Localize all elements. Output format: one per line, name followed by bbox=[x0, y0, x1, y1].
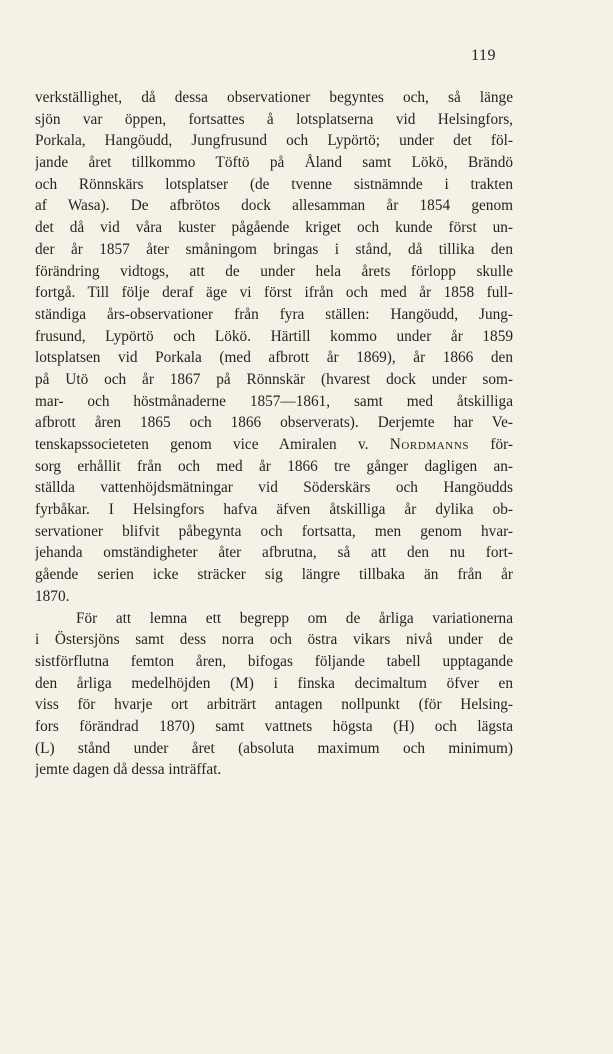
text-line: 1870. bbox=[35, 587, 70, 605]
text-line: För att lemna ett begrepp om de årliga variationerna bbox=[76, 609, 513, 627]
text-line: viss för hvarje ort arbiträrt antagen nollpunkt (för Helsing- bbox=[35, 696, 513, 714]
text-line: frusund, Lypörtö och Lökö. Härtill kommo under år 1859 bbox=[35, 327, 513, 345]
text-line: jande året tillkommo Töftö på Åland samt Lökö, Brändö bbox=[35, 154, 513, 172]
text-fragment: för- bbox=[490, 436, 513, 453]
paragraph-2 bbox=[35, 608, 513, 782]
text-line: på Utö och år 1867 på Rönnskär (hvarest dock under som- bbox=[35, 370, 513, 388]
text-line: lotsplatsen vid Porkala (med afbrott år 1869), år 1866 den bbox=[35, 349, 513, 367]
text-line: af Wasa). De afbrötos dock allesamman år 1854 genom bbox=[35, 197, 513, 215]
text-line: jehanda omständigheter åter afbrutna, så att den nu fort- bbox=[35, 544, 513, 562]
text-line: servationer blifvit påbegynta och fortsatta, men genom hvar- bbox=[35, 522, 513, 540]
paragraph-1 bbox=[35, 87, 513, 608]
text-line: det då vid våra kuster pågående kriget och kunde först un- bbox=[35, 219, 513, 237]
text-line: Porkala, Hangöudd, Jungfrusund och Lypörtö; under det föl- bbox=[35, 132, 513, 150]
text-line: ständiga års-observationer från fyra ställen: Hangöudd, Jung- bbox=[35, 305, 513, 323]
text-line: och Rönnskärs lotsplatser (de tvenne sistnämnde i trakten bbox=[35, 175, 513, 193]
text-line: sistförflutna femton åren, bifogas följande tabell upptagande bbox=[35, 652, 513, 670]
text-line: (L) stånd under året (absoluta maximum och minimum) bbox=[35, 739, 513, 757]
text-line: afbrott åren 1865 och 1866 observerats). Derjemte har Ve- bbox=[35, 414, 513, 432]
text-line: förändring vidtogs, att de under hela årets förlopp skulle bbox=[35, 262, 513, 280]
text-line: fyrbåkar. I Helsingfors hafva äfven åtskilliga år dylika ob- bbox=[35, 501, 513, 519]
text-line: fors förändrad 1870) samt vattnets högsta (H) och lägsta bbox=[35, 717, 513, 735]
text-line: mar- och höstmånaderne 1857—1861, samt med åtskilliga bbox=[35, 392, 513, 410]
text-line: sorg erhållit från och med år 1866 tre gånger dagligen an- bbox=[35, 457, 513, 475]
text-line: ställda vattenhöjdsmätningar vid Söderskärs och Hangöudds bbox=[35, 479, 513, 497]
text-line: der år 1857 åter småningom bringas i stånd, då tillika den bbox=[35, 240, 513, 258]
text-line: sjön var öppen, fortsattes å lotsplatserna vid Helsingfors, bbox=[35, 110, 513, 128]
text-line: jemte dagen då dessa inträffat. bbox=[35, 761, 222, 779]
text-line: gående serien icke sträcker sig längre tillbaka än från år bbox=[35, 566, 513, 584]
text-fragment: tenskapssocieteten genom vice Amiralen v. bbox=[35, 436, 369, 453]
text-line: fortgå. Till följe deraf äge vi först ifrån och med år 1858 full- bbox=[35, 284, 513, 302]
person-name: Nordmanns bbox=[389, 436, 470, 453]
body-text bbox=[35, 87, 513, 781]
text-line: den årliga medelhöjden (M) i finska decimaltum öfver en bbox=[35, 674, 513, 692]
text-line-with-name bbox=[35, 434, 513, 456]
text-line: i Östersjöns samt dess norra och östra vikars nivå under de bbox=[35, 631, 513, 649]
text-line: verkställighet, då dessa observationer begyntes och, så länge bbox=[35, 89, 513, 106]
page-number: 119 bbox=[471, 47, 496, 64]
